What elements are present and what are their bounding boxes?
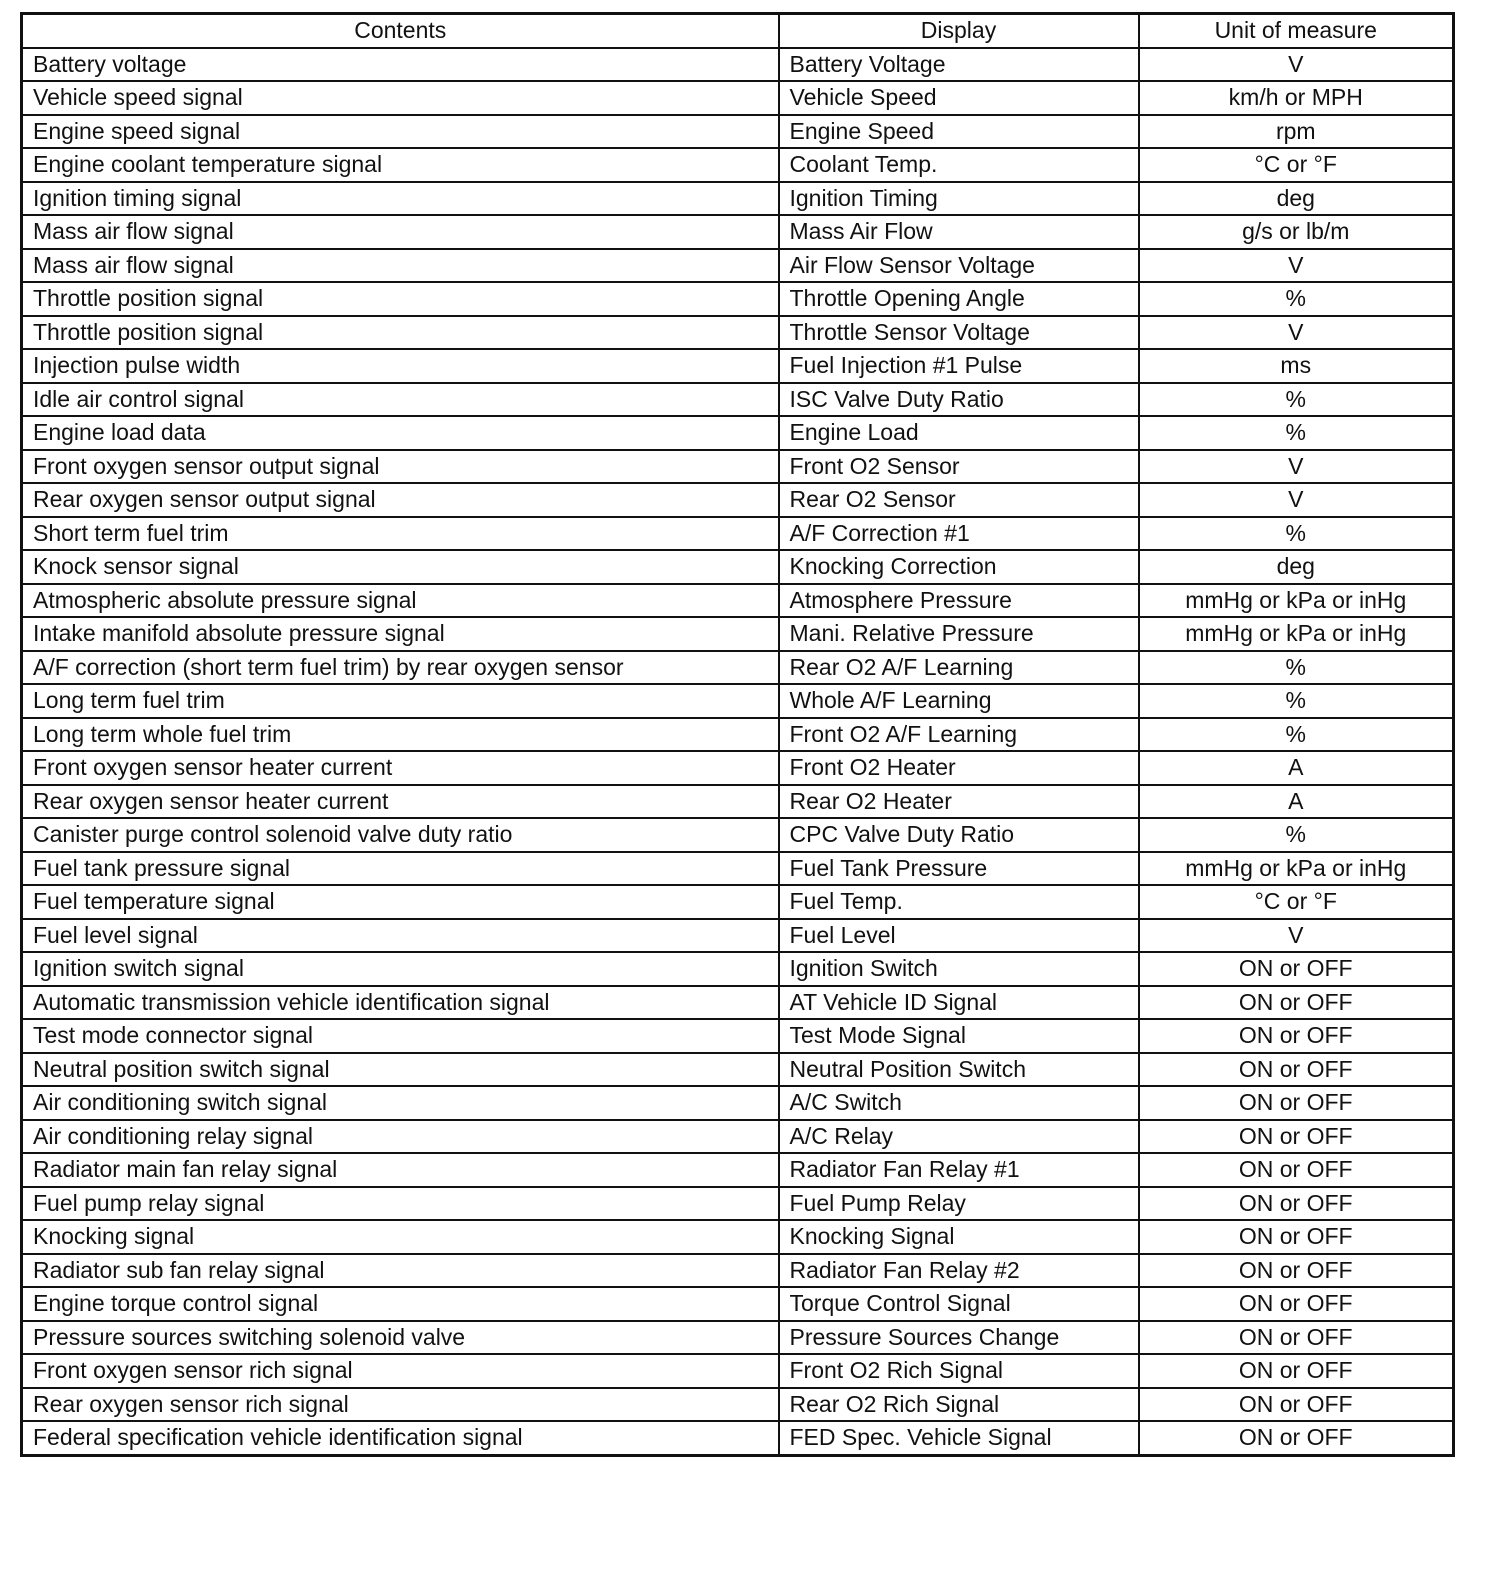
cell-contents: Mass air flow signal [22,215,779,249]
cell-contents: Fuel temperature signal [22,885,779,919]
table-row [22,1053,1454,1087]
cell-display: Fuel Tank Pressure [779,852,1139,886]
cell-display: Front O2 Rich Signal [779,1354,1139,1388]
cell-unit: ON or OFF [1139,1254,1454,1288]
cell-display: Test Mode Signal [779,1019,1139,1053]
table-row [22,1254,1454,1288]
table-row [22,751,1454,785]
cell-display: ISC Valve Duty Ratio [779,383,1139,417]
table-row [22,885,1454,919]
cell-unit: mmHg or kPa or inHg [1139,584,1454,618]
table-header-row [22,14,1454,48]
cell-contents: Test mode connector signal [22,1019,779,1053]
cell-contents: Engine speed signal [22,115,779,149]
cell-contents: Radiator sub fan relay signal [22,1254,779,1288]
table-row [22,182,1454,216]
table-row [22,1019,1454,1053]
cell-display: Front O2 Sensor [779,450,1139,484]
table-row [22,1187,1454,1221]
table-row [22,282,1454,316]
cell-unit: ON or OFF [1139,1187,1454,1221]
cell-display: AT Vehicle ID Signal [779,986,1139,1020]
table-row [22,81,1454,115]
cell-unit: ON or OFF [1139,1354,1454,1388]
table-row [22,651,1454,685]
cell-unit: °C or °F [1139,885,1454,919]
data-table [20,12,1455,1457]
cell-display: A/C Relay [779,1120,1139,1154]
cell-unit: V [1139,48,1454,82]
cell-display: Front O2 A/F Learning [779,718,1139,752]
table-row [22,584,1454,618]
cell-contents: Short term fuel trim [22,517,779,551]
cell-contents: Air conditioning switch signal [22,1086,779,1120]
cell-unit: ON or OFF [1139,1287,1454,1321]
cell-contents: Fuel level signal [22,919,779,953]
table-row [22,818,1454,852]
cell-display: Ignition Switch [779,952,1139,986]
cell-unit: deg [1139,182,1454,216]
table-row [22,1086,1454,1120]
cell-display: Mani. Relative Pressure [779,617,1139,651]
table-row [22,249,1454,283]
cell-unit: ON or OFF [1139,1019,1454,1053]
cell-unit: ON or OFF [1139,1120,1454,1154]
cell-unit: % [1139,818,1454,852]
cell-display: CPC Valve Duty Ratio [779,818,1139,852]
cell-unit: ON or OFF [1139,952,1454,986]
cell-unit: ON or OFF [1139,1153,1454,1187]
cell-contents: Front oxygen sensor rich signal [22,1354,779,1388]
cell-display: Battery Voltage [779,48,1139,82]
cell-contents: Federal specification vehicle identification signal [22,1421,779,1455]
cell-unit: ms [1139,349,1454,383]
cell-unit: deg [1139,550,1454,584]
cell-display: Fuel Pump Relay [779,1187,1139,1221]
cell-contents: Ignition timing signal [22,182,779,216]
cell-unit: V [1139,483,1454,517]
table-row [22,785,1454,819]
table-row [22,718,1454,752]
cell-unit: V [1139,450,1454,484]
table-row [22,550,1454,584]
cell-contents: Injection pulse width [22,349,779,383]
cell-display: A/F Correction #1 [779,517,1139,551]
table-body [22,48,1454,1456]
cell-contents: Long term fuel trim [22,684,779,718]
cell-display: Rear O2 Sensor [779,483,1139,517]
cell-unit: °C or °F [1139,148,1454,182]
cell-unit: ON or OFF [1139,986,1454,1020]
cell-unit: V [1139,249,1454,283]
table-row [22,1220,1454,1254]
cell-unit: V [1139,316,1454,350]
cell-unit: ON or OFF [1139,1388,1454,1422]
cell-unit: mmHg or kPa or inHg [1139,852,1454,886]
table-row [22,1321,1454,1355]
cell-display: Engine Load [779,416,1139,450]
cell-unit: % [1139,517,1454,551]
cell-contents: Battery voltage [22,48,779,82]
cell-contents: Fuel tank pressure signal [22,852,779,886]
cell-display: Engine Speed [779,115,1139,149]
table-row [22,1153,1454,1187]
cell-unit: % [1139,651,1454,685]
cell-contents: Radiator main fan relay signal [22,1153,779,1187]
table-row [22,986,1454,1020]
cell-display: Radiator Fan Relay #2 [779,1254,1139,1288]
table-row [22,952,1454,986]
cell-unit: A [1139,751,1454,785]
cell-unit: ON or OFF [1139,1321,1454,1355]
cell-unit: % [1139,383,1454,417]
cell-contents: Engine coolant temperature signal [22,148,779,182]
cell-display: Fuel Level [779,919,1139,953]
table-row [22,617,1454,651]
cell-contents: Knocking signal [22,1220,779,1254]
table-row [22,215,1454,249]
cell-unit: ON or OFF [1139,1053,1454,1087]
cell-display: Radiator Fan Relay #1 [779,1153,1139,1187]
cell-contents: Neutral position switch signal [22,1053,779,1087]
header-display: Display [779,14,1139,48]
cell-unit: % [1139,416,1454,450]
cell-display: Air Flow Sensor Voltage [779,249,1139,283]
cell-unit: mmHg or kPa or inHg [1139,617,1454,651]
cell-unit: % [1139,684,1454,718]
cell-contents: Front oxygen sensor output signal [22,450,779,484]
cell-display: Mass Air Flow [779,215,1139,249]
table-row [22,450,1454,484]
cell-contents: Intake manifold absolute pressure signal [22,617,779,651]
table-row [22,1287,1454,1321]
table-row [22,517,1454,551]
cell-display: Ignition Timing [779,182,1139,216]
cell-contents: Engine load data [22,416,779,450]
cell-contents: Throttle position signal [22,282,779,316]
cell-unit: % [1139,718,1454,752]
document-page [20,12,1455,1457]
cell-unit: g/s or lb/m [1139,215,1454,249]
cell-contents: Idle air control signal [22,383,779,417]
table-row [22,1354,1454,1388]
cell-contents: Rear oxygen sensor heater current [22,785,779,819]
table-row [22,1421,1454,1455]
header-contents: Contents [22,14,779,48]
table-row [22,115,1454,149]
cell-unit: rpm [1139,115,1454,149]
cell-display: Neutral Position Switch [779,1053,1139,1087]
table-row [22,483,1454,517]
cell-display: FED Spec. Vehicle Signal [779,1421,1139,1455]
cell-display: Fuel Injection #1 Pulse [779,349,1139,383]
table-row [22,1120,1454,1154]
cell-display: Throttle Opening Angle [779,282,1139,316]
cell-contents: Ignition switch signal [22,952,779,986]
cell-display: Knocking Signal [779,1220,1139,1254]
cell-display: Vehicle Speed [779,81,1139,115]
cell-display: Rear O2 A/F Learning [779,651,1139,685]
cell-display: Whole A/F Learning [779,684,1139,718]
table-row [22,1388,1454,1422]
table-row [22,684,1454,718]
table-row [22,919,1454,953]
table-row [22,349,1454,383]
cell-unit: V [1139,919,1454,953]
cell-contents: A/F correction (short term fuel trim) by rear oxygen sensor [22,651,779,685]
cell-display: Pressure Sources Change [779,1321,1139,1355]
cell-display: Atmosphere Pressure [779,584,1139,618]
table-row [22,852,1454,886]
cell-contents: Rear oxygen sensor output signal [22,483,779,517]
cell-unit: ON or OFF [1139,1421,1454,1455]
cell-display: Front O2 Heater [779,751,1139,785]
table-row [22,383,1454,417]
cell-unit: ON or OFF [1139,1220,1454,1254]
cell-display: Throttle Sensor Voltage [779,316,1139,350]
cell-contents: Engine torque control signal [22,1287,779,1321]
cell-contents: Vehicle speed signal [22,81,779,115]
cell-unit: ON or OFF [1139,1086,1454,1120]
cell-contents: Mass air flow signal [22,249,779,283]
cell-contents: Automatic transmission vehicle identification signal [22,986,779,1020]
cell-unit: A [1139,785,1454,819]
cell-unit: % [1139,282,1454,316]
cell-contents: Pressure sources switching solenoid valve [22,1321,779,1355]
cell-contents: Long term whole fuel trim [22,718,779,752]
header-unit: Unit of measure [1139,14,1454,48]
cell-display: Fuel Temp. [779,885,1139,919]
cell-display: Rear O2 Heater [779,785,1139,819]
cell-display: Rear O2 Rich Signal [779,1388,1139,1422]
table-row [22,148,1454,182]
table-row [22,316,1454,350]
cell-contents: Throttle position signal [22,316,779,350]
cell-contents: Knock sensor signal [22,550,779,584]
cell-display: Knocking Correction [779,550,1139,584]
table-row [22,48,1454,82]
cell-contents: Fuel pump relay signal [22,1187,779,1221]
cell-contents: Atmospheric absolute pressure signal [22,584,779,618]
cell-display: A/C Switch [779,1086,1139,1120]
cell-contents: Rear oxygen sensor rich signal [22,1388,779,1422]
cell-contents: Front oxygen sensor heater current [22,751,779,785]
table-row [22,416,1454,450]
cell-display: Torque Control Signal [779,1287,1139,1321]
cell-unit: km/h or MPH [1139,81,1454,115]
cell-display: Coolant Temp. [779,148,1139,182]
cell-contents: Air conditioning relay signal [22,1120,779,1154]
cell-contents: Canister purge control solenoid valve duty ratio [22,818,779,852]
